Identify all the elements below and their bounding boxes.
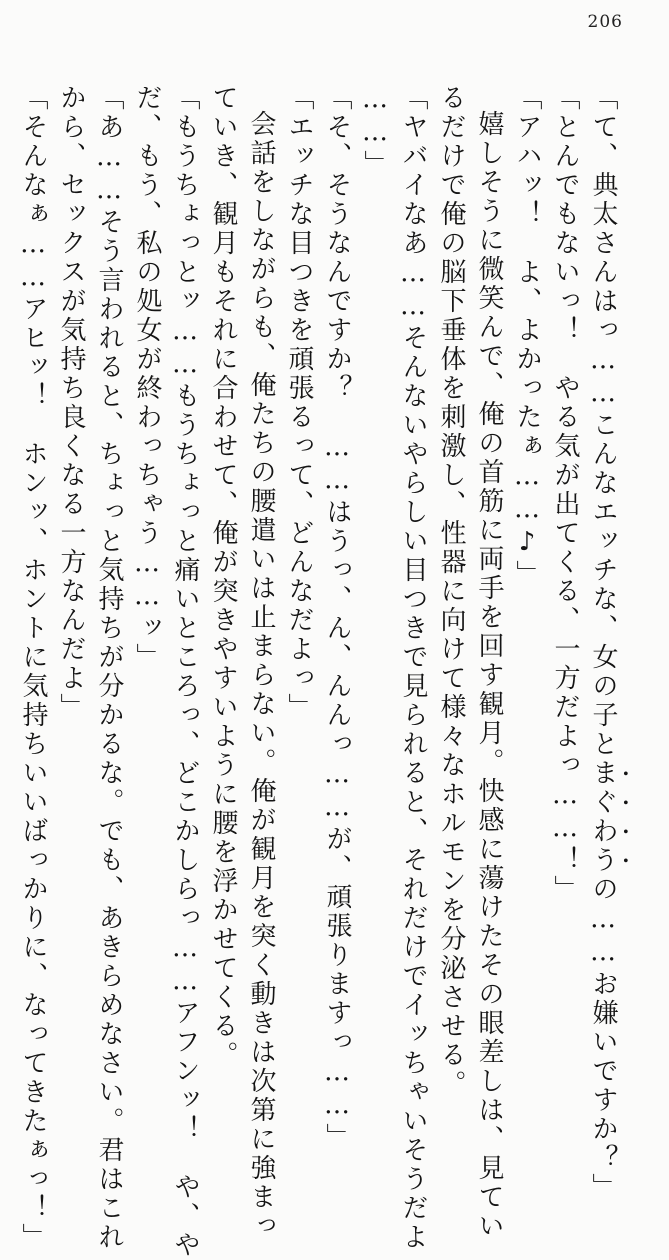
- text-line: [356, 84, 394, 1042]
- text-line: [432, 84, 470, 1099]
- text-segment: 嬉しそうに微笑んで、俺の首筋に両手を回す観月。快感に蕩けたその眼差しは、見てい: [474, 110, 504, 1241]
- text-segment: 「とんでもないっ！ やる気が出てくる、一方だよっ……！」: [550, 84, 580, 904]
- text-segment: 「て、典太さんはっ……こんなエッチな、女の子と: [588, 84, 618, 759]
- text-segment: 「ヤバイなあ……そんないやらしい目つきで見られると、それだけでイッちゃいそうだよ: [398, 84, 428, 1252]
- text-line: [90, 84, 128, 1252]
- text-segment: 「そんなぁ……アヒッ！ ホンッ、ホントに気持ちいいばっかりに、なってきたぁっ！」: [18, 84, 48, 1252]
- text-line: [14, 84, 52, 1252]
- text-segment: 「そ、そうなんですか？ ……はうっ、ん、んんっ……が、頑張りますっ……」: [322, 84, 352, 1152]
- text-segment: 「もうちょっとッ……もうちょっと痛いところっ、どこかしらっ……アフンッ！ や、や: [170, 84, 200, 1260]
- text-segment: 「エッチな目つきを頑張るって、どんなだよっ」: [284, 84, 314, 722]
- text-line: [508, 84, 546, 1042]
- text-line: [204, 84, 242, 1070]
- text-segment: ……」: [360, 84, 390, 179]
- text-line: [242, 84, 280, 1241]
- text-line: [470, 84, 508, 1241]
- text-segment: 会話をしながらも、俺たちの腰遣いは止まらない。俺が観月を突く動きは次第に強まっ: [246, 110, 276, 1241]
- text-segment: の……お嫌いですか？」: [588, 875, 618, 1202]
- text-segment: 「あ……そう言われると、ちょっと気持ちが分かるな。でも、あきらめなさい。君はこれ: [94, 84, 124, 1252]
- text-segment: るだけで俺の脳下垂体を刺激し、性器に向けて様々なホルモンを分泌させる。: [436, 84, 466, 1099]
- text-line: [166, 84, 204, 1260]
- text-line: [280, 84, 318, 1042]
- text-segment: から、セックスが気持ち良くなる一方なんだよ」: [56, 84, 86, 722]
- text-line: [318, 84, 356, 1152]
- text-segment: 「アハッ！ よ、よかったぁ……♪」: [512, 84, 542, 589]
- text-line: [546, 84, 584, 1042]
- text-columns: [18, 84, 633, 1260]
- emphasized-text: まぐわう: [588, 759, 618, 875]
- page-number: 206: [587, 12, 623, 32]
- text-segment: ていき、観月もそれに合わせて、俺が突きやすいように腰を浮かせてくる。: [208, 84, 238, 1070]
- text-line: [394, 84, 432, 1252]
- text-segment: だ、もう、私の処女が終わっちゃう……ッ」: [132, 84, 162, 672]
- text-line: [52, 84, 90, 1042]
- text-line: [584, 84, 633, 1202]
- text-line: [128, 84, 166, 1042]
